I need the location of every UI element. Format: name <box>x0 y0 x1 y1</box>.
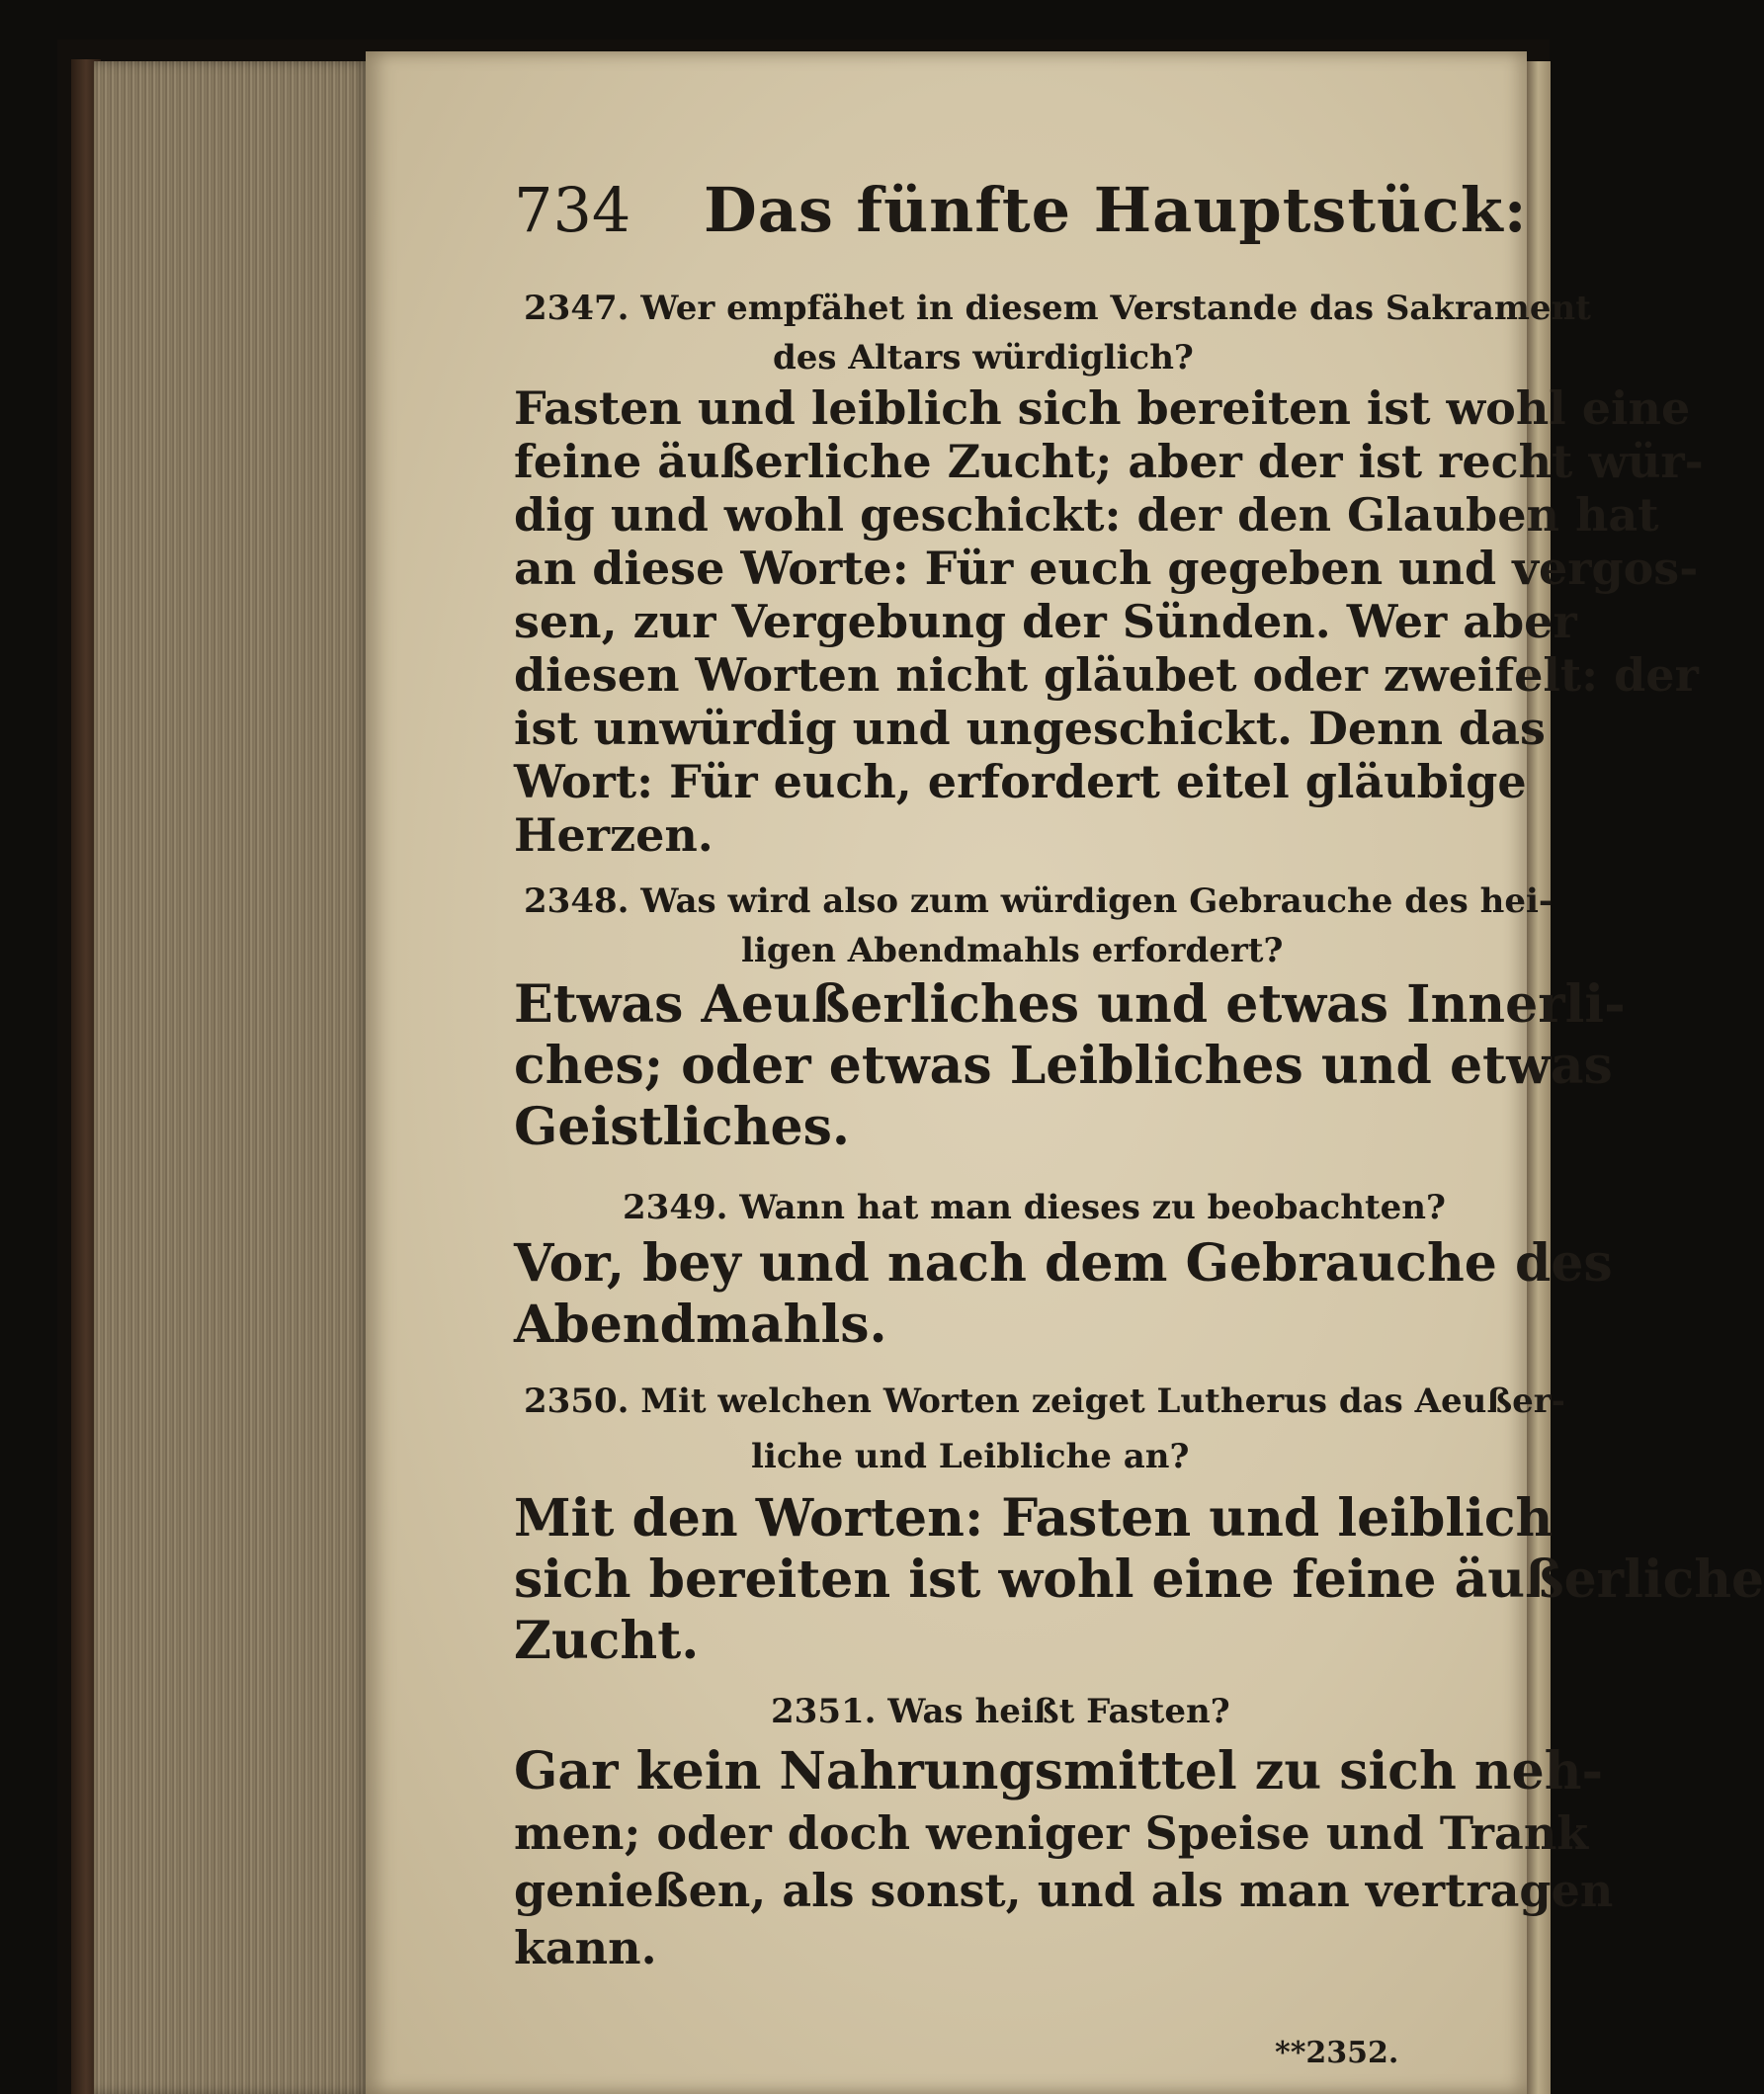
answer-2347-line-7: ist unwürdig und ungeschickt. Denn das <box>514 702 1546 755</box>
question-2350-line-1: 2350. Mit welchen Worten zeiget Lutherus das Aeußer- <box>524 1382 1565 1421</box>
catchword: **2352. <box>1275 2036 1399 2070</box>
answer-2350-line-1: Mit den Worten: Fasten und leiblich <box>514 1488 1554 1549</box>
answer-2347-line-3: dig und wohl geschickt: der den Glauben hat <box>514 488 1659 542</box>
answer-2347-line-5: sen, zur Vergebung der Sünden. Wer aber <box>514 595 1577 648</box>
answer-2347-line-6: diesen Worten nicht gläubet oder zweifelt: der <box>514 648 1699 702</box>
answer-2350-line-2: sich bereiten ist wohl eine feine äußerliche <box>514 1550 1764 1610</box>
question-2349: 2349. Wann hat man dieses zu beobachten? <box>623 1188 1446 1227</box>
answer-2349-line-1: Vor, bey und nach dem Gebrauche des <box>514 1233 1613 1294</box>
running-title: Das fünfte Hauptstück: <box>704 174 1528 246</box>
page-number: 734 <box>514 174 631 246</box>
answer-2347-line-4: an diese Worte: Für euch gegeben und vergos- <box>514 542 1699 595</box>
book-page <box>366 51 1764 2094</box>
answer-2351-line-3: genießen, als sonst, und als man vertragen <box>514 1864 1614 1917</box>
question-2348-line-1: 2348. Was wird also zum würdigen Gebrauche des hei- <box>524 881 1554 921</box>
answer-2348-line-1: Etwas Aeußerliches und etwas Innerli- <box>514 974 1626 1035</box>
answer-2347-line-9: Herzen. <box>514 808 714 862</box>
answer-2348-line-2: ches; oder etwas Leibliches und etwas <box>514 1036 1613 1096</box>
question-2350-line-2: liche und Leibliche an? <box>751 1437 1190 1476</box>
answer-2350-line-3: Zucht. <box>514 1611 700 1671</box>
answer-2348-line-3: Geistliches. <box>514 1097 850 1157</box>
question-2347-line-1: 2347. Wer empfähet in diesem Verstande das Sakrament <box>524 289 1591 328</box>
answer-2351-line-4: kann. <box>514 1921 657 1974</box>
answer-2347-line-8: Wort: Für euch, erfordert eitel gläubige <box>514 755 1527 808</box>
page-stack-edges <box>94 61 371 2094</box>
question-2351: 2351. Was heißt Fasten? <box>771 1692 1230 1731</box>
question-2348-line-2: ligen Abendmahls erfordert? <box>741 931 1284 970</box>
answer-2347-line-2: feine äußerliche Zucht; aber der ist recht wür- <box>514 435 1704 488</box>
answer-2347-line-1: Fasten und leiblich sich bereiten ist wohl eine <box>514 381 1691 435</box>
answer-2351-line-2: men; oder doch weniger Speise und Trank <box>514 1806 1589 1860</box>
question-2347-line-2: des Altars würdiglich? <box>773 338 1194 377</box>
answer-2349-line-2: Abendmahls. <box>514 1295 887 1355</box>
answer-2351-line-1: Gar kein Nahrungsmittel zu sich neh- <box>514 1741 1604 1801</box>
